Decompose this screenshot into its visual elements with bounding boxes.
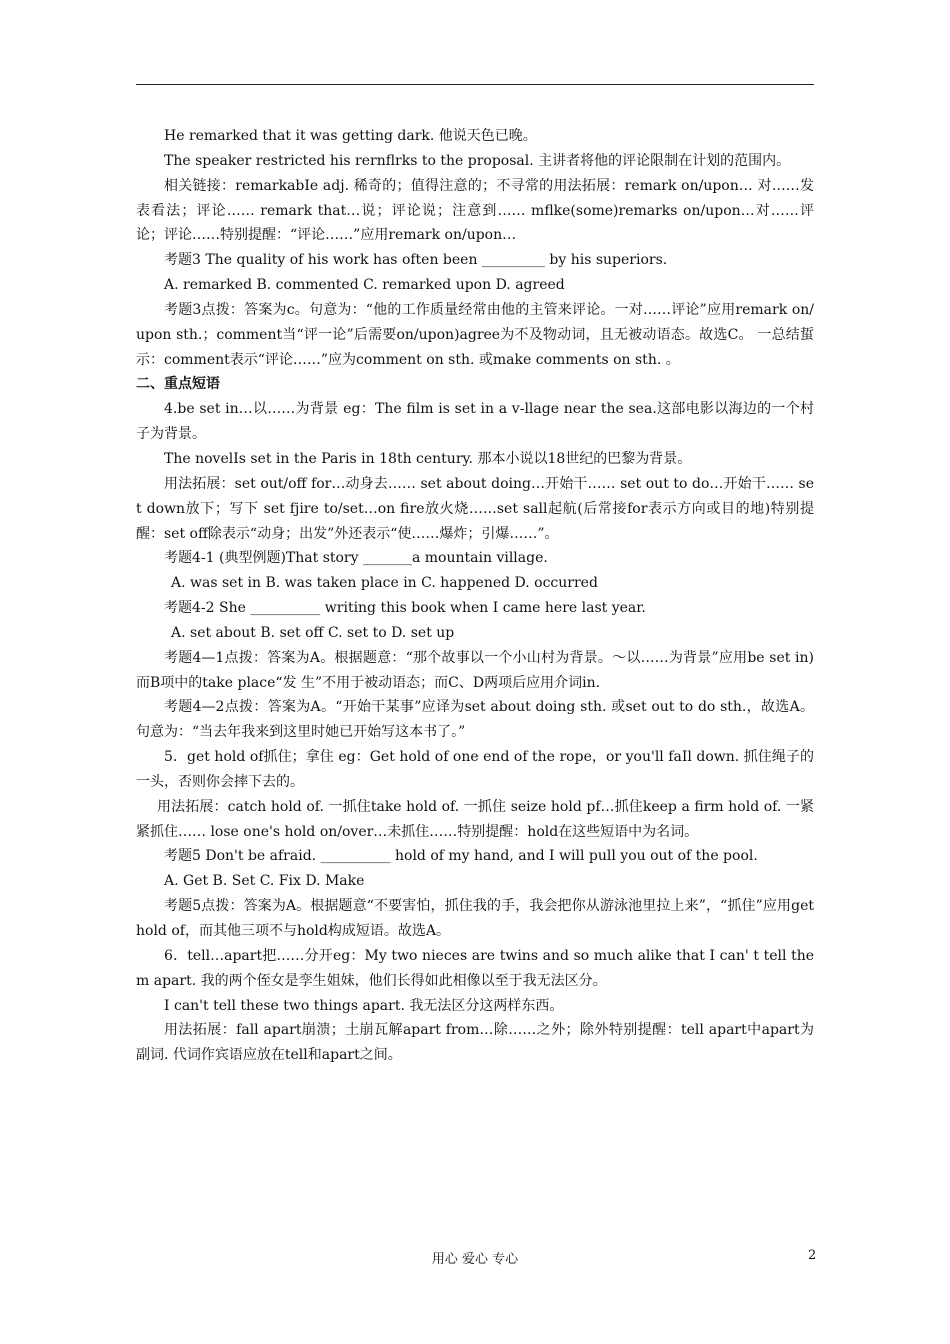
paragraph: 相关链接：remarkabIe adj. 稀奇的；值得注意的；不寻常的用法拓展：remark on/upon… 对……发表看法；评论…… remark that…说；评论说；注意到…… mflke(some)remarks on/upon…对……评论；评论……特别提醒：“评论……”应用remark on/upon… bbox=[136, 177, 814, 244]
paragraph: 4.be set in…以……为背景 eg：The film is set in a v-llage near the sea.这部电影以海边的一个村子为背景。 bbox=[136, 401, 814, 443]
paragraph: 考题4—2点拨：答案为A。“开始干某事”应译为set about doing sth. 或set out to do sth.，故选A。句意为：“当去年我来到这里时她已开始写这本书了。” bbox=[136, 699, 814, 741]
paragraph: 用法拓展：catch hold of. 一抓住take hold of. 一抓住 seize hold pf…抓住keep a firm hold of. 一紧紧抓住…… lose one's hold on/over…未抓住……特别提醒：hold在这些短语中为名词。 bbox=[136, 798, 814, 840]
paragraph: 考题4—1点拨：答案为A。根据题意：“那个故事以一个小山村为背景。～以……为背景”应用be set in)而B项中的take place“发 生”不用于被动语态；而C、D两项后应用介词in. bbox=[136, 649, 814, 691]
paragraph: I can't tell these two things apart. 我无法区分这两样东西。 bbox=[164, 997, 564, 1014]
paragraph: 考题3 The quality of his work has often been _________ by his superiors. bbox=[164, 252, 668, 269]
paragraph: 考题5 Don't be afraid. __________ hold of my hand, and I will pull you out of the pool. bbox=[164, 848, 758, 865]
section-heading: 二、重点短语 bbox=[136, 376, 220, 393]
paragraph: 考题5点拨：答案为A。根据题意“不要害怕，抓住我的手，我会把你从游泳池里拉上来”，“抓住”应用get hold of，而其他三项不与hold构成短语。故选A。 bbox=[136, 898, 814, 939]
paragraph: 考题4-1 (典型例题)That story _______a mountain village. bbox=[164, 550, 548, 567]
paragraph: 用法拓展：fall apart崩溃；土崩瓦解apart from…除……之外；除外特别提醒：tell apart中apart为副词. 代词作宾语应放在tell和apart之间。 bbox=[136, 1022, 814, 1064]
paragraph: A. remarked B. commented C. remarked upon D. agreed bbox=[164, 277, 565, 294]
page-number: 2 bbox=[808, 1248, 817, 1263]
paragraph: 考题4-2 She __________ writing this book when I came here last year. bbox=[164, 600, 646, 617]
paragraph: A. was set in B. was taken place in C. happened D. occurred bbox=[171, 575, 598, 592]
paragraph: A. set about B. set off C. set to D. set up bbox=[171, 624, 455, 641]
paragraph: The novelIs set in the Paris in 18th century. 那本小说以18世纪的巴黎为背景。 bbox=[164, 450, 692, 467]
header-rule bbox=[136, 84, 814, 85]
footer-motto: 用心 爱心 专心 bbox=[431, 1252, 519, 1267]
document-body bbox=[136, 124, 814, 1068]
paragraph: He remarked that it was getting dark. 他说天色已晚。 bbox=[164, 128, 537, 144]
paragraph: The speaker restricted his rernflrks to the proposal. 主讲者将他的评论限制在计划的范围内。 bbox=[164, 152, 791, 169]
paragraph: 5．get hold of抓住；拿住 eg：Get hold of one end of the rope，or you'll faIl down. 抓住绳子的一头，否则你会摔下去的。 bbox=[136, 749, 814, 790]
paragraph: 考题3点拨：答案为c。句意为：“他的工作质量经常由他的主管来评论。一对……评论”应用remark on/upon sth.；comment当“评一论”后需要on/upon)agree为不及物动词，且无被动语态。故选C。 一总结蜇示：comment表示“评论……”应为comment on sth. 或make comments on sth. 。 bbox=[136, 301, 814, 368]
paragraph: 用法拓展：set out/off for…动身去…… set about doing…开始干…… set out to do…开始干…… set down放下；写下 set fjire to/set…on fire放火烧……set sall起航(后常接for表示方向或目的地)特别提醒：set off除表示“动身；出发”外还表示“使……爆炸；引爆……”。 bbox=[136, 475, 814, 542]
paragraph: A. Get B. Set C. Fix D. Make bbox=[164, 873, 365, 890]
paragraph: 6．tell…apart把……分开eg：My two nieces are twins and so much alike that I can' t tell them apart. 我的两个侄女是孪生姐妹，他们长得如此相像以至于我无法区分。 bbox=[136, 947, 814, 989]
